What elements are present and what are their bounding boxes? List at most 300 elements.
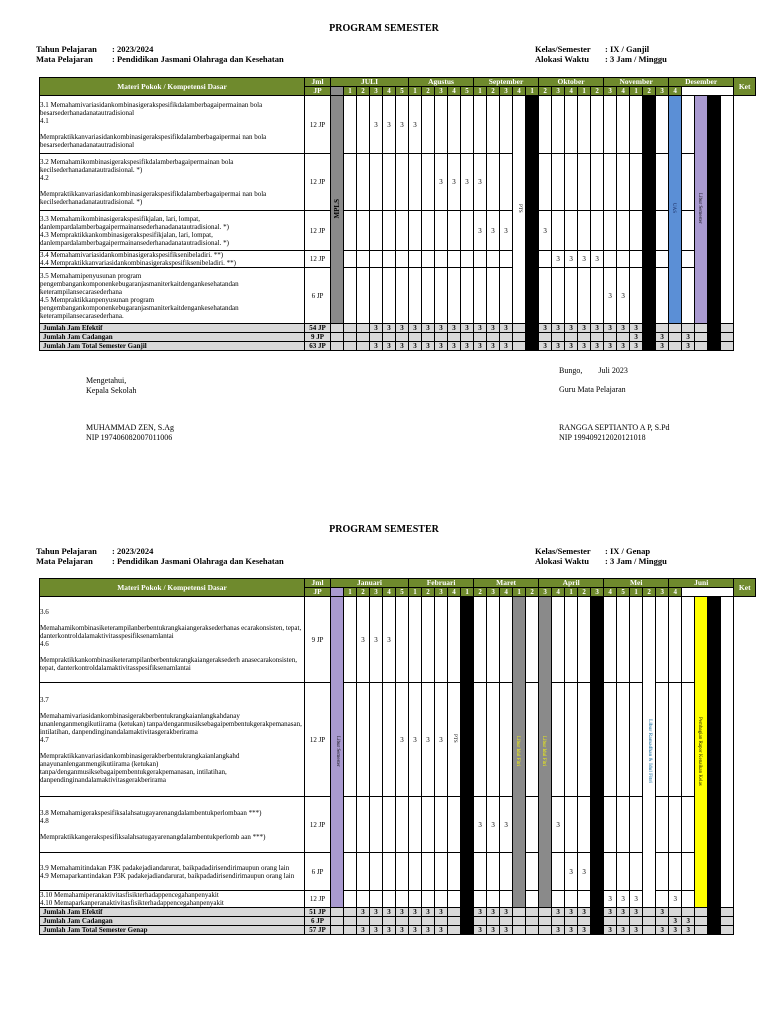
- kelas-label: Kelas/Semester: [535, 44, 591, 54]
- table-cell: [383, 211, 396, 251]
- summary-jp: 63 JP: [305, 342, 331, 351]
- table-cell: [669, 797, 682, 853]
- jp-cell: 3: [578, 251, 591, 268]
- table-cell: [383, 891, 396, 908]
- table-cell: [448, 268, 461, 324]
- summary-label: Jumlah Jam Cadangan: [40, 333, 305, 342]
- jp-cell: 3: [630, 891, 643, 908]
- table-cell: 3: [539, 324, 552, 333]
- table-cell: [669, 342, 682, 351]
- table-cell: 3: [370, 324, 383, 333]
- week-cell: 4: [604, 588, 617, 597]
- black-column: [591, 597, 604, 908]
- week-cell: 4: [383, 87, 396, 96]
- table-cell: [721, 908, 734, 917]
- table-cell: [630, 251, 643, 268]
- table-cell: [500, 251, 513, 268]
- table-cell: [578, 211, 591, 251]
- summary-label: Jumlah Jam Total Semester Genap: [40, 926, 305, 935]
- jp-cell: 3: [474, 154, 487, 211]
- kd-text: 3.8 Memahamigerakspesifiksalahsatugayarenangdalambentukperlombaan ***) 4.8 Mempraktikkangerakspesifiksalahsatugayarenangdalambentukperlomb aan ***): [40, 797, 305, 853]
- table-cell: [669, 597, 682, 683]
- jp-cell: 3: [487, 211, 500, 251]
- jp-cell: 3: [448, 154, 461, 211]
- summary-jp: 9 JP: [305, 333, 331, 342]
- table-cell: [357, 797, 370, 853]
- table-cell: [578, 891, 591, 908]
- table-cell: [370, 797, 383, 853]
- table-cell: [526, 333, 539, 342]
- table-cell: [695, 926, 708, 935]
- header-ket: Ket: [734, 579, 756, 597]
- jp-cell: 3: [578, 853, 591, 891]
- header-month: Februari: [409, 579, 474, 588]
- header-materi: Materi Pokok / Kompetensi Dasar: [40, 78, 305, 96]
- table-cell: [682, 908, 695, 917]
- table-cell: [669, 324, 682, 333]
- table-cell: [500, 597, 513, 683]
- table-cell: [500, 917, 513, 926]
- table-cell: [344, 268, 357, 324]
- table-cell: [565, 917, 578, 926]
- table-cell: [591, 96, 604, 154]
- table-cell: [435, 268, 448, 324]
- table-cell: [331, 324, 344, 333]
- week-cell: 2: [474, 588, 487, 597]
- table-cell: [604, 96, 617, 154]
- table-cell: 3: [630, 324, 643, 333]
- table-cell: [526, 597, 539, 683]
- table-cell: [370, 891, 383, 908]
- jp-cell: 3: [669, 891, 682, 908]
- table-cell: [643, 342, 656, 351]
- header-month: Desember: [669, 78, 734, 87]
- mapel-label: Mata Pelajaran: [36, 54, 93, 64]
- table-cell: [656, 251, 669, 268]
- table-cell: [526, 853, 539, 891]
- week-cell: 3: [552, 87, 565, 96]
- table-cell: [643, 917, 656, 926]
- table-cell: [344, 251, 357, 268]
- schedule-table-genap: [39, 578, 756, 935]
- table-cell: [604, 251, 617, 268]
- week-cell: 5: [461, 87, 474, 96]
- table-cell: 3: [435, 908, 448, 917]
- table-cell: 3: [669, 926, 682, 935]
- mpls-label: MPLS: [333, 198, 341, 219]
- week-cell: 1: [578, 87, 591, 96]
- week-cell: 1: [630, 588, 643, 597]
- jp-cell: 3: [396, 96, 409, 154]
- table-cell: [721, 342, 734, 351]
- table-cell: [695, 342, 708, 351]
- table-cell: [396, 211, 409, 251]
- table-cell: 3: [552, 908, 565, 917]
- table-cell: 3: [630, 342, 643, 351]
- table-cell: [474, 891, 487, 908]
- table-cell: [357, 251, 370, 268]
- table-cell: [708, 917, 721, 926]
- table-cell: [344, 917, 357, 926]
- table-cell: [643, 908, 656, 917]
- week-cell: [331, 588, 344, 597]
- kd-text: 3.10 Memahamiperanaktivitasfisikterhadappencegahanpenyakit 4.10 Memaparkanperanaktivitasfisikterhadappencegahanpenyakit: [40, 891, 305, 908]
- jp-cell: 3: [383, 96, 396, 154]
- header-ket: Ket: [734, 78, 756, 96]
- table-cell: 3: [682, 926, 695, 935]
- table-cell: [383, 797, 396, 853]
- week-cell: 3: [487, 588, 500, 597]
- table-cell: [331, 926, 344, 935]
- table-cell: 3: [656, 908, 669, 917]
- table-cell: [630, 268, 643, 324]
- table-cell: [487, 683, 500, 797]
- table-cell: [357, 683, 370, 797]
- table-cell: [461, 917, 474, 926]
- week-cell: 3: [539, 588, 552, 597]
- black-column: [526, 96, 539, 324]
- table-cell: 3: [500, 342, 513, 351]
- table-cell: 3: [604, 342, 617, 351]
- table-cell: 3: [448, 324, 461, 333]
- table-cell: 3: [500, 324, 513, 333]
- table-cell: [552, 211, 565, 251]
- table-cell: [331, 917, 344, 926]
- week-cell: 2: [526, 588, 539, 597]
- table-cell: 3: [370, 342, 383, 351]
- table-cell: [721, 917, 734, 926]
- table-cell: [578, 917, 591, 926]
- jp-cell: 3: [396, 683, 409, 797]
- week-cell: 4: [448, 87, 461, 96]
- table-cell: [500, 154, 513, 211]
- week-cell: 4: [448, 588, 461, 597]
- table-cell: 3: [474, 908, 487, 917]
- week-cell: 3: [656, 588, 669, 597]
- mpls-column: [331, 96, 344, 324]
- jp-cell: 3: [539, 211, 552, 251]
- table-cell: [578, 683, 591, 797]
- table-cell: 3: [630, 333, 643, 342]
- table-cell: [656, 268, 669, 324]
- table-cell: [708, 926, 721, 935]
- ramadhan-label: Libur Ramadhan & Idul Fitri: [647, 719, 653, 783]
- table-cell: 3: [474, 342, 487, 351]
- table-cell: [448, 917, 461, 926]
- jp-cell: 3: [617, 268, 630, 324]
- alokasi-label: Alokasi Waktu: [535, 556, 589, 566]
- week-cell: 4: [552, 588, 565, 597]
- table-cell: [513, 908, 526, 917]
- table-cell: [357, 211, 370, 251]
- table-cell: [513, 926, 526, 935]
- signature-right-name: [559, 423, 670, 442]
- table-cell: [630, 211, 643, 251]
- table-cell: 3: [396, 926, 409, 935]
- week-cell: 2: [591, 87, 604, 96]
- table-cell: [409, 211, 422, 251]
- jp-cell: 3: [435, 154, 448, 211]
- table-cell: 3: [578, 908, 591, 917]
- kd-text: 3.2 Memahamikombinasigerakspesifikdalamberbagaipermainan bola kecilsederhanadanatautradisional. *) 4.2 Mempraktikkanvariasidankombinasigerakspesifikdalamberbagaipermai nan bola kecilsederhanadanatautradisional. *): [40, 154, 305, 211]
- week-cell: 3: [656, 87, 669, 96]
- table-cell: [591, 211, 604, 251]
- table-cell: [422, 268, 435, 324]
- table-cell: [682, 891, 695, 908]
- table-cell: [682, 268, 695, 324]
- table-cell: [630, 597, 643, 683]
- table-cell: [448, 926, 461, 935]
- table-cell: [435, 797, 448, 853]
- jp-cell: 3: [565, 853, 578, 891]
- table-cell: [682, 211, 695, 251]
- table-cell: [513, 333, 526, 342]
- table-cell: [448, 853, 461, 891]
- table-cell: 3: [565, 926, 578, 935]
- table-cell: [487, 597, 500, 683]
- table-cell: [539, 917, 552, 926]
- week-cell: 4: [669, 87, 682, 96]
- jp-cell: 3: [422, 683, 435, 797]
- table-cell: 3: [383, 926, 396, 935]
- table-cell: [578, 333, 591, 342]
- black-column: [461, 597, 474, 908]
- table-cell: 3: [500, 908, 513, 917]
- table-cell: [409, 797, 422, 853]
- table-cell: [682, 324, 695, 333]
- table-cell: [695, 917, 708, 926]
- table-cell: [565, 333, 578, 342]
- table-cell: [565, 154, 578, 211]
- table-cell: [474, 597, 487, 683]
- uas-column: [669, 96, 682, 324]
- table-cell: 3: [422, 324, 435, 333]
- table-cell: [448, 597, 461, 683]
- table-cell: [461, 251, 474, 268]
- mapel-value: : Pendidikan Jasmani Olahraga dan Kesehatan: [112, 556, 284, 566]
- table-cell: [344, 891, 357, 908]
- table-cell: [604, 333, 617, 342]
- table-cell: [604, 597, 617, 683]
- table-cell: [370, 154, 383, 211]
- table-cell: [604, 917, 617, 926]
- table-cell: [435, 891, 448, 908]
- kd-text: 3.1 Memahamivariasidankombinasigerakspesifikdalamberbagaipermainan bola besarsederhanadanatautradisional 4.1 Mempraktikkanvariasidankombinasigerakspesifikdalamberbagaipermai nan bola besarsederhanadanatautradisional: [40, 96, 305, 154]
- signature-place-date: Bungo, Juli 2023: [559, 366, 628, 375]
- table-cell: [448, 333, 461, 342]
- table-cell: [617, 683, 630, 797]
- alokasi-value: : 3 Jam / Minggu: [605, 556, 667, 566]
- kd-text: 3.9 Memahamitindakan P3K padakejadiandarurat, baikpadadirisendirimaupun orang lain 4.9 Memaparkantindakan P3K padakejadiandarurat, baikpadadirisendirimaupun orang lain: [40, 853, 305, 891]
- table-cell: [448, 211, 461, 251]
- table-cell: [721, 333, 734, 342]
- table-cell: [448, 251, 461, 268]
- table-cell: [656, 683, 669, 797]
- summary-row: [40, 917, 756, 926]
- table-cell: [435, 597, 448, 683]
- table-cell: 3: [396, 908, 409, 917]
- table-cell: 3: [604, 324, 617, 333]
- jp-cell: 3: [500, 211, 513, 251]
- table-cell: [565, 891, 578, 908]
- week-cell: 2: [643, 87, 656, 96]
- jp-cell: 3: [409, 96, 422, 154]
- table-cell: [422, 154, 435, 211]
- table-cell: [721, 96, 734, 324]
- table-cell: [344, 597, 357, 683]
- table-cell: 3: [682, 342, 695, 351]
- table-cell: [370, 333, 383, 342]
- table-cell: [617, 853, 630, 891]
- header-month: Juni: [669, 579, 734, 588]
- table-cell: 3: [474, 926, 487, 935]
- table-cell: [656, 853, 669, 891]
- table-cell: [474, 96, 487, 154]
- table-cell: 3: [630, 908, 643, 917]
- table-cell: [474, 853, 487, 891]
- table-cell: [435, 251, 448, 268]
- table-cell: [422, 917, 435, 926]
- kenaikan-label: Pembagian Rapor Kenaikan Kelas: [697, 716, 703, 786]
- table-cell: [409, 268, 422, 324]
- table-cell: [604, 683, 617, 797]
- table-cell: [357, 324, 370, 333]
- jp-cell: 3: [500, 797, 513, 853]
- table-cell: 3: [500, 926, 513, 935]
- table-cell: 3: [565, 324, 578, 333]
- table-cell: [344, 908, 357, 917]
- table-cell: [448, 96, 461, 154]
- jp-cell: 3: [604, 891, 617, 908]
- idul-label: Libur Idul Fitri: [515, 735, 521, 767]
- table-cell: [617, 96, 630, 154]
- table-cell: 3: [487, 342, 500, 351]
- table-cell: [617, 797, 630, 853]
- week-cell: 1: [513, 588, 526, 597]
- table-cell: 3: [435, 926, 448, 935]
- week-cell: 3: [370, 87, 383, 96]
- table-cell: [682, 797, 695, 853]
- table-cell: 3: [578, 324, 591, 333]
- table-cell: [500, 268, 513, 324]
- table-cell: [357, 96, 370, 154]
- header-month: Oktober: [539, 78, 604, 87]
- sig-kepala: Kepala Sekolah: [86, 385, 137, 395]
- table-cell: [552, 917, 565, 926]
- table-cell: 3: [656, 333, 669, 342]
- table-cell: 3: [539, 342, 552, 351]
- table-cell: [344, 333, 357, 342]
- table-cell: [396, 891, 409, 908]
- table-cell: [357, 154, 370, 211]
- table-cell: [669, 683, 682, 797]
- table-cell: [591, 908, 604, 917]
- table-cell: [695, 324, 708, 333]
- table-cell: [578, 96, 591, 154]
- table-cell: [344, 926, 357, 935]
- table-cell: 3: [604, 926, 617, 935]
- page-title-ganjil: PROGRAM SEMESTER: [329, 23, 439, 34]
- table-cell: [656, 597, 669, 683]
- table-cell: 3: [617, 926, 630, 935]
- table-cell: [604, 211, 617, 251]
- header-jp: JP: [305, 588, 331, 597]
- table-cell: 3: [656, 342, 669, 351]
- table-cell: [487, 917, 500, 926]
- table-cell: [448, 908, 461, 917]
- week-cell: 1: [565, 588, 578, 597]
- signature-right-title: Guru Mata Pelajaran: [559, 385, 626, 394]
- summary-label: Jumlah Jam Efektif: [40, 324, 305, 333]
- jp-cell: 3: [591, 251, 604, 268]
- table-cell: [383, 853, 396, 891]
- table-cell: [383, 683, 396, 797]
- week-cell: 5: [396, 87, 409, 96]
- table-cell: [565, 797, 578, 853]
- table-cell: [591, 154, 604, 211]
- header-month: Januari: [331, 579, 409, 588]
- table-cell: [344, 324, 357, 333]
- table-cell: [591, 917, 604, 926]
- meta-right-genap: [535, 546, 667, 566]
- kelas-value: : IX / Genap: [605, 546, 651, 556]
- table-cell: [396, 268, 409, 324]
- table-cell: [357, 917, 370, 926]
- table-cell: 3: [409, 908, 422, 917]
- table-cell: [604, 797, 617, 853]
- sig-left-nip: NIP 197406082007011006: [86, 432, 173, 442]
- table-cell: [474, 917, 487, 926]
- table-cell: [487, 853, 500, 891]
- table-cell: [539, 154, 552, 211]
- table-cell: [422, 891, 435, 908]
- table-cell: [370, 853, 383, 891]
- table-cell: 3: [578, 926, 591, 935]
- table-cell: [617, 251, 630, 268]
- table-cell: [630, 797, 643, 853]
- table-cell: [552, 268, 565, 324]
- table-cell: [526, 908, 539, 917]
- table-cell: [578, 797, 591, 853]
- table-cell: 3: [357, 926, 370, 935]
- kd-text: 3.5 Memahamipenyusunan program pengembangankomponenkebugaranjasmaniterkaitdengankesehatandan keterampilansecarasederhana 4.5 Mempraktikkanpenyusunan program pengembangankomponenkebugaranjasmaniterkaitdengankesehatandan keterampilansecarasederhana.: [40, 268, 305, 324]
- table-cell: 3: [487, 908, 500, 917]
- table-cell: 3: [604, 908, 617, 917]
- table-cell: [513, 324, 526, 333]
- week-cell: 3: [500, 87, 513, 96]
- table-cell: [578, 597, 591, 683]
- table-cell: [552, 96, 565, 154]
- table-cell: 3: [565, 342, 578, 351]
- tahun-label: Tahun Pelajaran: [36, 546, 97, 556]
- table-cell: [682, 683, 695, 797]
- table-cell: 3: [409, 342, 422, 351]
- jp-cell: 3: [370, 597, 383, 683]
- table-cell: 3: [552, 926, 565, 935]
- table-cell: [526, 926, 539, 935]
- table-cell: 3: [383, 342, 396, 351]
- table-cell: [331, 908, 344, 917]
- week-cell: 1: [461, 588, 474, 597]
- table-cell: [604, 154, 617, 211]
- table-cell: [461, 926, 474, 935]
- jp-cell: 3: [357, 597, 370, 683]
- ramadhan-column: [643, 597, 656, 908]
- idul-column-2: Libur Idul Fitri: [539, 597, 552, 908]
- summary-label: Jumlah Jam Efektif: [40, 908, 305, 917]
- table-cell: [669, 853, 682, 891]
- table-cell: [357, 268, 370, 324]
